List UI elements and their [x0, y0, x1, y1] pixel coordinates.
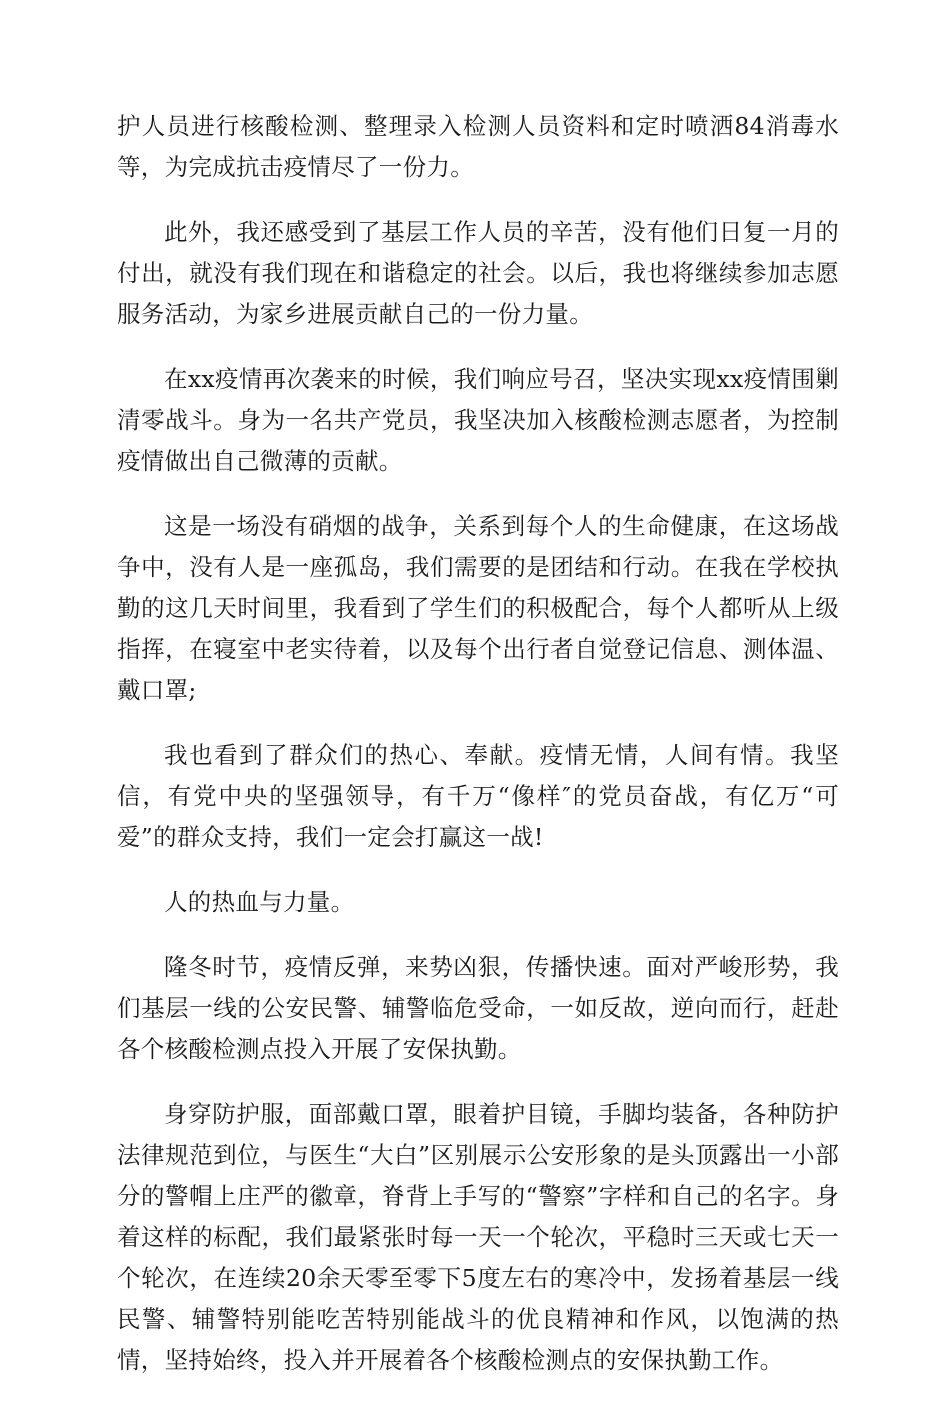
paragraph-7: 隆冬时节，疫情反弹，来势凶狠，传播快速。面对严峻形势，我们基层一线的公安民警、辅警临危受命，一如反故，逆向而行，赶赴各个核酸检测点投入开展了安保执勤。 [117, 953, 839, 1063]
paragraph-5: 我也看到了群众们的热心、奉献。疫情无情，人间有情。我坚信，有党中央的坚强领导，有千万“像样″的党员奋战，有亿万“可爱”的群众支持，我们一定会打赢这一战! [117, 741, 839, 851]
paragraph-8: 身穿防护服，面部戴口罩，眼着护目镜，手脚均装备，各种防护法律规范到位，与医生“大白”区别展示公安形象的是头顶露出一小部分的警帽上庄严的徽章，脊背上手写的“警察”字样和自己的名字。身着这样的标配，我们最紧张时每一天一个轮次，平稳时三天或七天一个轮次，在连续20余天零至零下5度左右的寒冷中，发扬着基层一线民警、辅警特别能吃苦特别能战斗的优良精神和作风，以饱满的热情，坚持始终，投入并开展着各个核酸检测点的安保执勤工作。 [117, 1100, 839, 1374]
paragraph-1: 护人员进行核酸检测、整理录入检测人员资料和定时喷洒84消毒水等，为完成抗击疫情尽了一份力。 [117, 112, 839, 181]
paragraph-3: 在xx疫情再次袭来的时候，我们响应号召，坚决实现xx疫情围剿清零战斗。身为一名共产党员，我坚决加入核酸检测志愿者，为控制疫情做出自己微薄的贡献。 [117, 365, 839, 475]
paragraph-2: 此外，我还感受到了基层工作人员的辛苦，没有他们日复一月的付出，就没有我们现在和谐稳定的社会。以后，我也将继续参加志愿服务活动，为家乡进展贡献自己的一份力量。 [117, 218, 839, 328]
paragraph-4: 这是一场没有硝烟的战争，关系到每个人的生命健康，在这场战争中，没有人是一座孤岛，我们需要的是团结和行动。在我在学校执勤的这几天时间里，我看到了学生们的积极配合，每个人都听从上级指挥，在寝室中老实待着，以及每个出行者自觉登记信息、测体温、戴口罩; [117, 512, 839, 704]
document-body [117, 106, 839, 1405]
paragraph-6: 人的热血与力量。 [164, 888, 355, 916]
